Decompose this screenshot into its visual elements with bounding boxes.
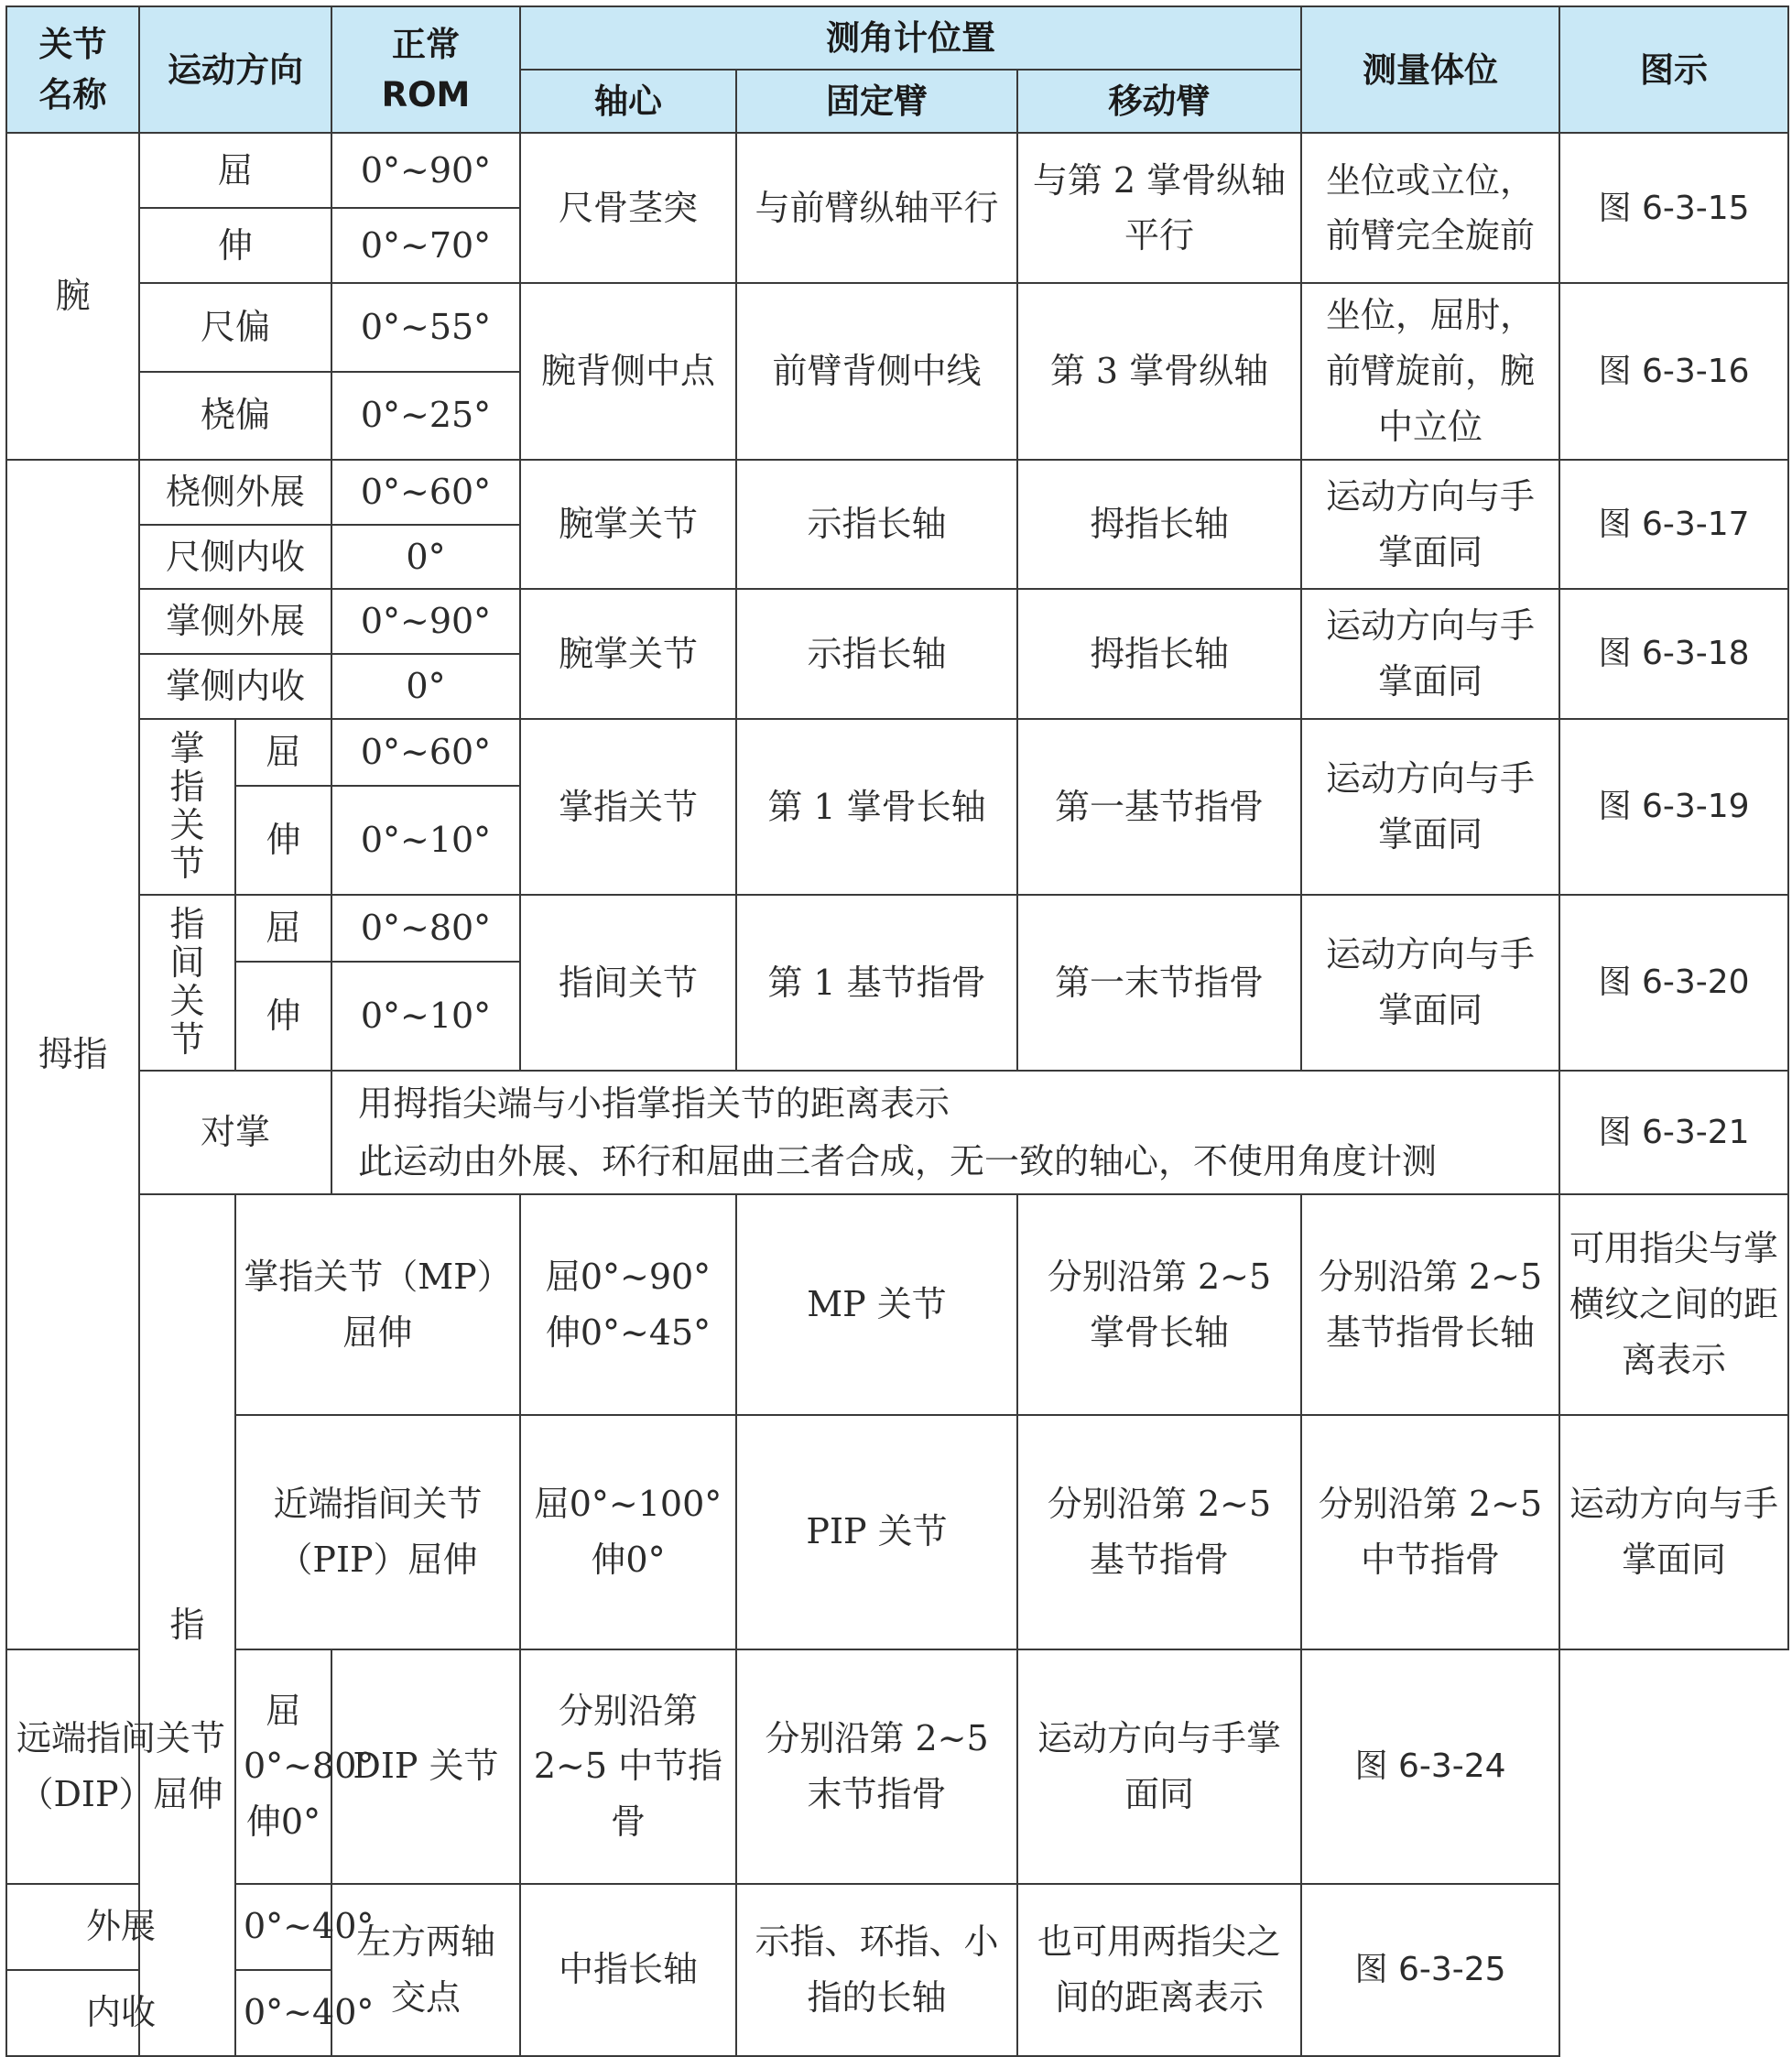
position-cell: 坐位或立位，前臂完全旋前 xyxy=(1301,133,1559,283)
fixed-arm-cell: 分别沿第 2~5 基节指骨 xyxy=(1017,1415,1301,1649)
rom-cell: 0°~25° xyxy=(331,372,520,460)
position-cell: 坐位，屈肘，前臂旋前，腕中立位 xyxy=(1301,283,1559,459)
direction-cell: 伸 xyxy=(235,962,331,1071)
axis-cell: PIP 关节 xyxy=(736,1415,1017,1649)
rom-cell: 0°~60° xyxy=(331,719,520,786)
table-header xyxy=(6,6,1788,133)
fixed-arm-cell: 分别沿第 2~5 中节指骨 xyxy=(520,1649,736,1884)
position-cell: 运动方向与手掌面同 xyxy=(1017,1649,1301,1884)
fixed-arm-cell: 分别沿第 2~5 掌骨长轴 xyxy=(1017,1194,1301,1414)
rom-ext: 伸0° xyxy=(245,1801,321,1843)
moving-arm-cell: 拇指长轴 xyxy=(1017,589,1301,719)
axis-cell: 腕背侧中点 xyxy=(520,283,736,459)
rom-cell: 0°~70° xyxy=(331,208,520,283)
direction-cell: 远端指间关节（DIP）屈伸 xyxy=(6,1649,235,1884)
figure-ref: 图 6-3-25 xyxy=(1301,1884,1559,2056)
direction-cell: 外展 xyxy=(6,1884,235,1970)
position-cell: 运动方向与手掌面同 xyxy=(1301,589,1559,719)
table-row xyxy=(6,1415,1788,1649)
figure-ref: 图 6-3-21 xyxy=(1559,1071,1788,1194)
rom-cell: 0°~90° xyxy=(331,589,520,654)
direction-cell: 伸 xyxy=(235,786,331,895)
position-cell: 也可用两指尖之间的距离表示 xyxy=(1017,1884,1301,2056)
header-goniometer: 测角计位置 xyxy=(520,6,1301,70)
fixed-arm-cell: 示指长轴 xyxy=(736,460,1017,590)
opposition-note-line2: 此运动由外展、环行和屈曲三者合成，无一致的轴心，不使用角度计测 xyxy=(358,1140,1438,1181)
axis-cell: MP 关节 xyxy=(736,1194,1017,1414)
figure-ref: 图 6-3-24 xyxy=(1301,1649,1559,1884)
moving-arm-cell: 分别沿第 2~5 末节指骨 xyxy=(736,1649,1017,1884)
position-cell: 运动方向与手掌面同 xyxy=(1559,1415,1788,1649)
rom-cell: 0°~55° xyxy=(331,283,520,371)
joint-finger: 指 xyxy=(139,1194,235,2055)
table-row xyxy=(6,895,1788,962)
rom-cell xyxy=(520,1194,736,1414)
position-cell: 可用指尖与掌横纹之间的距离表示 xyxy=(1559,1194,1788,1414)
axis-cell: 尺骨茎突 xyxy=(520,133,736,283)
moving-arm-cell: 第一末节指骨 xyxy=(1017,895,1301,1071)
position-cell: 运动方向与手掌面同 xyxy=(1301,460,1559,590)
moving-arm-cell: 分别沿第 2~5 中节指骨 xyxy=(1301,1415,1559,1649)
rom-cell: 0°~80° xyxy=(331,895,520,962)
rom-cell: 0°~10° xyxy=(331,962,520,1071)
fixed-arm-cell: 与前臂纵轴平行 xyxy=(736,133,1017,283)
table-row xyxy=(6,133,1788,208)
fixed-arm-cell: 第 1 掌骨长轴 xyxy=(736,719,1017,895)
moving-arm-cell: 示指、环指、小指的长轴 xyxy=(736,1884,1017,2056)
header-figure: 图示 xyxy=(1559,6,1788,133)
direction-cell: 屈 xyxy=(235,719,331,786)
rom-cell: 0°~40° xyxy=(235,1970,331,2056)
fixed-arm-cell: 示指长轴 xyxy=(736,589,1017,719)
figure-ref: 图 6-3-20 xyxy=(1559,895,1788,1071)
axis-cell: 腕掌关节 xyxy=(520,460,736,590)
header-fixed-arm: 固定臂 xyxy=(736,70,1017,133)
opposition-note xyxy=(331,1071,1559,1194)
rom-flex: 屈0°~80° xyxy=(244,1690,375,1787)
table-row xyxy=(6,1071,1788,1194)
position-cell: 运动方向与手掌面同 xyxy=(1301,895,1559,1071)
figure-ref: 图 6-3-17 xyxy=(1559,460,1788,590)
figure-ref: 图 6-3-15 xyxy=(1559,133,1788,283)
fixed-arm-cell: 第 1 基节指骨 xyxy=(736,895,1017,1071)
table-row xyxy=(6,719,1788,786)
axis-cell: 左方两轴交点 xyxy=(331,1884,520,2056)
rom-cell: 0°~90° xyxy=(331,133,520,208)
joint-wrist: 腕 xyxy=(6,133,139,459)
header-rom: 正常 ROM xyxy=(331,6,520,133)
rom-ext: 伸0°~45° xyxy=(545,1311,711,1353)
rom-flex: 屈0°~100° xyxy=(534,1483,722,1524)
header-joint-name: 关节 名称 xyxy=(6,6,139,133)
header-moving-arm: 移动臂 xyxy=(1017,70,1301,133)
figure-ref: 图 6-3-19 xyxy=(1559,719,1788,895)
direction-cell: 掌侧外展 xyxy=(139,589,331,654)
fixed-arm-cell: 中指长轴 xyxy=(520,1884,736,2056)
direction-cell: 近端指间关节（PIP）屈伸 xyxy=(235,1415,520,1649)
table-row xyxy=(6,283,1788,371)
moving-arm-cell: 第 3 掌骨纵轴 xyxy=(1017,283,1301,459)
rom-cell xyxy=(235,1649,375,1884)
rom-cell: 0°~10° xyxy=(331,786,520,895)
table-row xyxy=(6,589,1788,654)
direction-cell: 内收 xyxy=(6,1970,235,2056)
rom-ext: 伸0° xyxy=(591,1539,666,1580)
axis-cell: DIP 关节 xyxy=(331,1649,520,1884)
direction-cell: 掌指关节（MP）屈伸 xyxy=(235,1194,520,1414)
joint-thumb: 拇指 xyxy=(6,460,139,1649)
axis-cell: 腕掌关节 xyxy=(520,589,736,719)
direction-cell: 伸 xyxy=(139,208,331,283)
direction-cell: 屈 xyxy=(235,895,331,962)
axis-cell: 掌指关节 xyxy=(520,719,736,895)
joint-rom-table xyxy=(5,5,1789,2057)
moving-arm-cell: 第一基节指骨 xyxy=(1017,719,1301,895)
header-direction: 运动方向 xyxy=(139,6,331,133)
moving-arm-cell: 拇指长轴 xyxy=(1017,460,1301,590)
fixed-arm-cell: 前臂背侧中线 xyxy=(736,283,1017,459)
opposition-note-line1: 用拇指尖端与小指掌指关节的距离表示 xyxy=(358,1083,950,1124)
position-cell: 运动方向与手掌面同 xyxy=(1301,719,1559,895)
direction-cell: 屈 xyxy=(139,133,331,208)
rom-cell: 0°~60° xyxy=(331,460,520,525)
direction-cell: 尺偏 xyxy=(139,283,331,371)
direction-cell: 桡侧外展 xyxy=(139,460,331,525)
table-row xyxy=(6,460,1788,525)
rom-flex: 屈0°~90° xyxy=(545,1256,711,1297)
moving-arm-cell: 分别沿第 2~5 基节指骨长轴 xyxy=(1301,1194,1559,1414)
figure-ref: 图 6-3-18 xyxy=(1559,589,1788,719)
rom-cell: 0°~40° xyxy=(235,1884,331,1970)
direction-cell: 掌侧内收 xyxy=(139,654,331,719)
sub-joint-ip-label: 指间关节 xyxy=(139,895,235,1071)
header-axis: 轴心 xyxy=(520,70,736,133)
table-row xyxy=(6,1884,1788,1970)
rom-cell xyxy=(520,1415,736,1649)
rom-cell: 0° xyxy=(331,525,520,590)
table-row xyxy=(6,1649,1788,1884)
header-position: 测量体位 xyxy=(1301,6,1559,133)
rom-cell: 0° xyxy=(331,654,520,719)
direction-cell: 桡偏 xyxy=(139,372,331,460)
sub-joint-mp-label: 掌指关节 xyxy=(139,719,235,895)
moving-arm-cell: 与第 2 掌骨纵轴平行 xyxy=(1017,133,1301,283)
direction-cell: 对掌 xyxy=(139,1071,331,1194)
direction-cell: 尺侧内收 xyxy=(139,525,331,590)
figure-ref: 图 6-3-16 xyxy=(1559,283,1788,459)
table-row xyxy=(6,1194,1788,1414)
axis-cell: 指间关节 xyxy=(520,895,736,1071)
